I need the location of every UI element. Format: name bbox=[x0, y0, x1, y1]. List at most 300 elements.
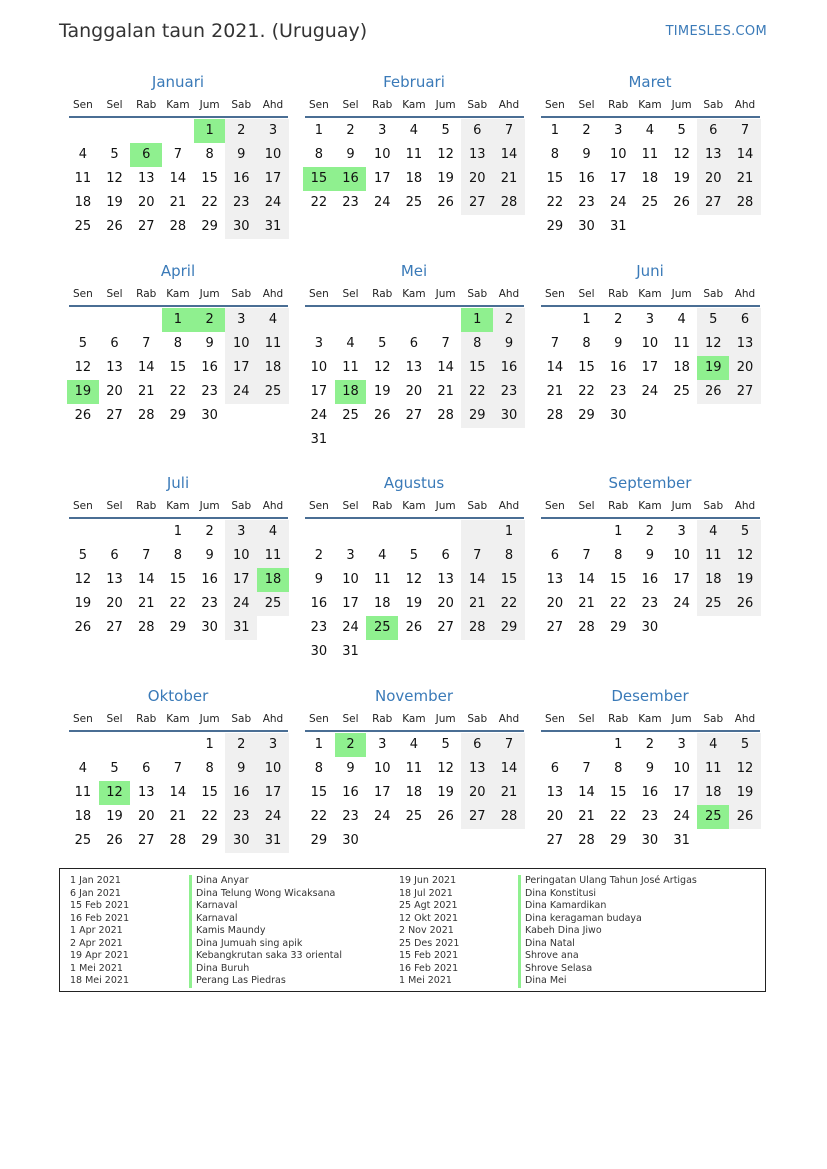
day-cell: 8 bbox=[461, 332, 493, 356]
weekday-label: Jum bbox=[671, 500, 692, 512]
day-cell: 9 bbox=[645, 548, 655, 563]
day-cell: 4 bbox=[78, 147, 87, 162]
month-divider bbox=[541, 116, 760, 118]
holiday-day-cell: 25 bbox=[697, 805, 729, 829]
weekday-label: Kam bbox=[638, 99, 662, 111]
weekday-label: Ahd bbox=[734, 99, 756, 111]
day-cell: 27 bbox=[697, 191, 729, 215]
day-cell: 14 bbox=[546, 360, 564, 375]
weekday-label: Jum bbox=[671, 99, 692, 111]
day-cell: 21 bbox=[578, 596, 595, 611]
day-cell: 17 bbox=[225, 568, 257, 592]
day-cell: 20 bbox=[437, 596, 454, 611]
day-cell: 13 bbox=[546, 572, 564, 587]
legend-holiday-date: 25 Agt 2021 bbox=[399, 900, 458, 911]
empty-cell bbox=[67, 733, 99, 757]
day-cell: 19 bbox=[673, 171, 690, 186]
day-cell: 21 bbox=[137, 596, 155, 611]
day-cell: 20 bbox=[697, 167, 729, 191]
holiday-day-cell: 1 bbox=[194, 119, 226, 143]
day-cell: 29 bbox=[461, 404, 493, 428]
day-cell: 17 bbox=[310, 384, 328, 399]
legend-holiday-date: 25 Des 2021 bbox=[399, 937, 460, 949]
day-cell: 22 bbox=[169, 596, 187, 611]
month-februari bbox=[303, 72, 525, 215]
day-cell: 2 bbox=[205, 524, 214, 539]
day-cell: 4 bbox=[697, 733, 729, 757]
legend-left-dates bbox=[70, 875, 129, 988]
day-cell: 11 bbox=[74, 171, 92, 186]
day-cell: 3 bbox=[378, 123, 387, 138]
day-cell: 13 bbox=[729, 332, 761, 356]
day-grid bbox=[303, 119, 525, 215]
weekday-header bbox=[539, 497, 761, 517]
day-cell: 15 bbox=[169, 360, 187, 375]
weekday-label: Sab bbox=[231, 500, 252, 512]
day-cell: 13 bbox=[106, 572, 123, 587]
day-cell: 6 bbox=[110, 548, 119, 563]
weekday-label: Sel bbox=[578, 713, 595, 725]
day-cell: 3 bbox=[257, 119, 289, 143]
day-cell: 11 bbox=[697, 544, 729, 568]
day-cell: 12 bbox=[697, 332, 729, 356]
day-cell: 3 bbox=[346, 548, 355, 563]
holiday-day-cell: 18 bbox=[335, 380, 367, 404]
legend-holiday-name: Dina Telung Wong Wicaksana bbox=[189, 888, 342, 901]
month-name: April bbox=[160, 262, 196, 280]
day-cell: 26 bbox=[106, 833, 123, 848]
day-cell: 30 bbox=[493, 404, 525, 428]
day-cell: 17 bbox=[257, 167, 289, 191]
weekday-label: Jum bbox=[435, 99, 456, 111]
month-divider bbox=[69, 305, 288, 307]
day-cell: 29 bbox=[609, 620, 627, 635]
day-cell: 30 bbox=[609, 408, 627, 423]
legend-holiday-date: 1 Mei 2021 bbox=[399, 975, 452, 986]
legend-holiday-date: 2 Apr 2021 bbox=[70, 937, 123, 949]
day-grid bbox=[303, 733, 525, 853]
day-cell: 28 bbox=[578, 620, 595, 635]
day-cell: 29 bbox=[201, 219, 218, 234]
day-cell: 12 bbox=[74, 360, 92, 375]
day-cell: 4 bbox=[78, 761, 87, 776]
weekday-label: Ahd bbox=[262, 288, 284, 300]
month-name: Juli bbox=[166, 474, 190, 492]
day-cell: 2 bbox=[346, 123, 355, 138]
day-cell: 25 bbox=[342, 408, 359, 423]
month-divider bbox=[69, 730, 288, 732]
weekday-label: Sel bbox=[106, 500, 123, 512]
day-cell: 16 bbox=[609, 360, 627, 375]
weekday-label: Sen bbox=[544, 500, 565, 512]
weekday-label: Ahd bbox=[262, 500, 284, 512]
month-divider bbox=[541, 305, 760, 307]
legend-holiday-date: 16 Feb 2021 bbox=[70, 912, 130, 924]
day-cell: 24 bbox=[225, 380, 257, 404]
weekday-label: Kam bbox=[166, 288, 190, 300]
day-cell: 11 bbox=[257, 544, 289, 568]
day-grid bbox=[67, 733, 289, 853]
day-cell: 2 bbox=[314, 548, 323, 563]
day-cell: 21 bbox=[137, 384, 155, 399]
legend-holiday-date: 1 Jan 2021 bbox=[70, 875, 121, 886]
day-cell: 10 bbox=[342, 572, 359, 587]
holiday-legend bbox=[59, 868, 766, 992]
day-cell: 13 bbox=[106, 360, 123, 375]
day-cell: 2 bbox=[225, 119, 257, 143]
weekday-label: Kam bbox=[638, 713, 662, 725]
day-cell: 6 bbox=[461, 733, 493, 757]
day-cell: 20 bbox=[546, 809, 564, 824]
day-cell: 10 bbox=[225, 544, 257, 568]
weekday-label: Sen bbox=[308, 99, 329, 111]
day-cell: 22 bbox=[310, 809, 328, 824]
day-cell: 29 bbox=[609, 833, 627, 848]
day-cell: 29 bbox=[169, 620, 187, 635]
weekday-label: Kam bbox=[166, 500, 190, 512]
day-cell: 6 bbox=[142, 761, 151, 776]
day-cell: 13 bbox=[405, 360, 423, 375]
weekday-label: Rab bbox=[136, 500, 157, 512]
day-cell: 3 bbox=[614, 123, 623, 138]
day-cell: 7 bbox=[173, 761, 183, 776]
day-cell: 1 bbox=[173, 524, 183, 539]
day-cell: 28 bbox=[578, 833, 595, 848]
day-cell: 27 bbox=[461, 191, 493, 215]
day-cell: 27 bbox=[546, 620, 564, 635]
day-cell: 29 bbox=[493, 616, 525, 640]
month-name: Februari bbox=[383, 73, 445, 91]
day-cell: 30 bbox=[225, 829, 257, 853]
day-cell: 21 bbox=[493, 781, 525, 805]
weekday-label: Kam bbox=[402, 500, 426, 512]
day-cell: 25 bbox=[697, 592, 729, 616]
weekday-label: Sel bbox=[342, 288, 359, 300]
day-cell: 4 bbox=[697, 520, 729, 544]
legend-holiday-name: Perang Las Piedras bbox=[189, 975, 342, 988]
day-cell: 10 bbox=[673, 548, 690, 563]
day-cell: 23 bbox=[493, 380, 525, 404]
day-cell: 10 bbox=[373, 761, 391, 776]
day-cell: 27 bbox=[405, 408, 423, 423]
day-cell: 10 bbox=[310, 360, 328, 375]
day-cell: 28 bbox=[546, 408, 564, 423]
legend-holiday-date: 19 Jun 2021 bbox=[399, 875, 457, 886]
legend-holiday-date: 2 Nov 2021 bbox=[399, 925, 454, 936]
day-cell: 26 bbox=[74, 408, 92, 423]
day-cell: 14 bbox=[578, 785, 595, 800]
weekday-label: Jum bbox=[199, 288, 220, 300]
day-cell: 2 bbox=[225, 733, 257, 757]
day-cell: 19 bbox=[405, 596, 423, 611]
day-cell: 7 bbox=[582, 761, 591, 776]
day-cell: 3 bbox=[677, 524, 686, 539]
weekday-label: Rab bbox=[608, 288, 629, 300]
weekday-label: Sab bbox=[231, 99, 252, 111]
day-cell: 25 bbox=[641, 195, 659, 210]
day-grid bbox=[303, 520, 525, 664]
day-cell: 3 bbox=[677, 737, 686, 752]
weekday-label: Sab bbox=[467, 500, 488, 512]
month-maret bbox=[539, 72, 761, 239]
day-cell: 24 bbox=[310, 408, 328, 423]
day-cell: 29 bbox=[578, 408, 595, 423]
day-cell: 20 bbox=[106, 384, 123, 399]
weekday-label: Sel bbox=[342, 99, 359, 111]
day-cell: 18 bbox=[405, 171, 423, 186]
weekday-label: Ahd bbox=[262, 99, 284, 111]
day-cell: 7 bbox=[441, 336, 450, 351]
legend-holiday-date: 16 Feb 2021 bbox=[399, 962, 459, 974]
day-cell: 27 bbox=[106, 620, 123, 635]
day-cell: 24 bbox=[373, 809, 391, 824]
weekday-label: Sel bbox=[342, 713, 359, 725]
month-divider bbox=[69, 116, 288, 118]
day-cell: 15 bbox=[578, 360, 595, 375]
day-cell: 11 bbox=[697, 757, 729, 781]
day-cell: 5 bbox=[409, 548, 419, 563]
day-cell: 1 bbox=[493, 520, 525, 544]
day-cell: 15 bbox=[609, 572, 627, 587]
day-cell: 25 bbox=[257, 380, 289, 404]
day-cell: 4 bbox=[378, 548, 387, 563]
day-cell: 7 bbox=[173, 147, 183, 162]
day-cell: 9 bbox=[493, 332, 525, 356]
day-cell: 17 bbox=[342, 596, 359, 611]
day-cell: 8 bbox=[205, 761, 214, 776]
day-cell: 5 bbox=[441, 123, 450, 138]
month-name: Januari bbox=[151, 73, 205, 91]
day-cell: 10 bbox=[257, 143, 289, 167]
month-divider bbox=[305, 517, 524, 519]
weekday-label: Kam bbox=[638, 500, 662, 512]
day-cell: 24 bbox=[342, 620, 359, 635]
legend-holiday-name: Karnaval bbox=[189, 900, 342, 913]
weekday-label: Sab bbox=[467, 713, 488, 725]
legend-holiday-name: Dina Mei bbox=[518, 975, 697, 988]
day-cell: 22 bbox=[169, 384, 187, 399]
empty-cell bbox=[335, 520, 367, 544]
weekday-label: Ahd bbox=[262, 713, 284, 725]
day-cell: 16 bbox=[201, 572, 218, 587]
empty-cell bbox=[99, 733, 131, 757]
day-cell: 7 bbox=[493, 119, 525, 143]
day-cell: 21 bbox=[729, 167, 761, 191]
empty-cell bbox=[99, 119, 131, 143]
empty-cell bbox=[539, 733, 571, 757]
day-cell: 30 bbox=[201, 408, 218, 423]
empty-cell bbox=[130, 520, 162, 544]
weekday-header bbox=[539, 285, 761, 305]
day-cell: 10 bbox=[673, 761, 690, 776]
weekday-label: Sab bbox=[703, 500, 724, 512]
day-cell: 24 bbox=[257, 191, 289, 215]
day-cell: 22 bbox=[493, 592, 525, 616]
empty-cell bbox=[162, 733, 194, 757]
month-name: Oktober bbox=[147, 687, 209, 705]
day-grid bbox=[539, 308, 761, 428]
holiday-day-cell: 18 bbox=[257, 568, 289, 592]
day-cell: 31 bbox=[257, 829, 289, 853]
day-cell: 5 bbox=[110, 761, 119, 776]
legend-holiday-name: Dina Natal bbox=[518, 938, 697, 951]
day-cell: 11 bbox=[405, 761, 423, 776]
day-cell: 24 bbox=[673, 809, 690, 824]
day-cell: 3 bbox=[225, 308, 257, 332]
weekday-label: Jum bbox=[199, 99, 220, 111]
day-cell: 3 bbox=[378, 737, 387, 752]
day-cell: 15 bbox=[201, 785, 218, 800]
legend-holiday-date: 15 Feb 2021 bbox=[399, 950, 459, 961]
day-grid bbox=[67, 119, 289, 239]
day-cell: 22 bbox=[546, 195, 564, 210]
empty-cell bbox=[398, 308, 430, 332]
day-cell: 4 bbox=[257, 308, 289, 332]
brand-logo[interactable]: TIMESLES.COM bbox=[665, 24, 767, 39]
weekday-label: Rab bbox=[608, 713, 629, 725]
day-cell: 13 bbox=[137, 785, 155, 800]
day-cell: 24 bbox=[225, 592, 257, 616]
month-name: November bbox=[374, 687, 454, 705]
day-cell: 2 bbox=[614, 312, 623, 327]
day-cell: 16 bbox=[493, 356, 525, 380]
holiday-day-cell: 12 bbox=[99, 781, 131, 805]
day-cell: 26 bbox=[697, 380, 729, 404]
day-cell: 14 bbox=[169, 171, 187, 186]
weekday-header bbox=[67, 285, 289, 305]
day-cell: 4 bbox=[409, 737, 419, 752]
day-cell: 11 bbox=[257, 332, 289, 356]
day-cell: 18 bbox=[673, 360, 690, 375]
weekday-label: Sel bbox=[578, 288, 595, 300]
holiday-day-cell: 6 bbox=[130, 143, 162, 167]
day-grid bbox=[539, 119, 761, 239]
day-cell: 21 bbox=[546, 384, 564, 399]
legend-holiday-date: 18 Jul 2021 bbox=[399, 887, 453, 899]
day-cell: 10 bbox=[641, 336, 659, 351]
day-cell: 19 bbox=[373, 384, 391, 399]
empty-cell bbox=[430, 308, 462, 332]
day-cell: 26 bbox=[74, 620, 92, 635]
day-cell: 15 bbox=[546, 171, 564, 186]
day-cell: 25 bbox=[74, 219, 92, 234]
day-cell: 9 bbox=[346, 147, 355, 162]
day-cell: 29 bbox=[169, 408, 187, 423]
day-cell: 11 bbox=[373, 572, 391, 587]
day-cell: 19 bbox=[106, 195, 123, 210]
weekday-label: Jum bbox=[671, 288, 692, 300]
day-cell: 22 bbox=[201, 809, 218, 824]
day-cell: 9 bbox=[614, 336, 623, 351]
weekday-label: Sen bbox=[72, 500, 93, 512]
legend-holiday-name: Kebangkrutan saka 33 oriental bbox=[189, 950, 342, 963]
day-cell: 28 bbox=[137, 620, 155, 635]
legend-holiday-name: Dina Konstitusi bbox=[518, 888, 697, 901]
weekday-label: Ahd bbox=[498, 500, 520, 512]
day-cell: 12 bbox=[405, 572, 423, 587]
day-cell: 7 bbox=[142, 336, 151, 351]
month-april bbox=[67, 261, 289, 428]
day-cell: 8 bbox=[550, 147, 559, 162]
day-cell: 24 bbox=[609, 195, 627, 210]
day-cell: 18 bbox=[697, 781, 729, 805]
day-cell: 2 bbox=[645, 737, 655, 752]
day-cell: 20 bbox=[137, 809, 155, 824]
day-cell: 18 bbox=[257, 356, 289, 380]
day-cell: 4 bbox=[645, 123, 655, 138]
day-cell: 6 bbox=[697, 119, 729, 143]
day-cell: 14 bbox=[169, 785, 187, 800]
weekday-label: Sab bbox=[467, 288, 488, 300]
day-cell: 10 bbox=[257, 757, 289, 781]
day-cell: 9 bbox=[645, 761, 655, 776]
day-cell: 8 bbox=[614, 548, 623, 563]
day-cell: 26 bbox=[729, 592, 761, 616]
holiday-day-cell: 2 bbox=[335, 733, 367, 757]
empty-cell bbox=[99, 308, 131, 332]
weekday-label: Sab bbox=[231, 713, 252, 725]
day-grid bbox=[539, 733, 761, 853]
empty-cell bbox=[162, 119, 194, 143]
weekday-label: Sel bbox=[106, 99, 123, 111]
legend-holiday-name: Karnaval bbox=[189, 913, 342, 926]
day-cell: 1 bbox=[550, 123, 559, 138]
holiday-day-cell: 19 bbox=[697, 356, 729, 380]
day-cell: 31 bbox=[225, 616, 257, 640]
weekday-label: Rab bbox=[372, 500, 393, 512]
empty-cell bbox=[539, 308, 571, 332]
empty-cell bbox=[67, 520, 99, 544]
day-cell: 27 bbox=[137, 219, 155, 234]
empty-cell bbox=[366, 308, 398, 332]
day-cell: 23 bbox=[342, 809, 359, 824]
day-cell: 7 bbox=[729, 119, 761, 143]
day-cell: 24 bbox=[257, 805, 289, 829]
month-divider bbox=[541, 517, 760, 519]
day-cell: 11 bbox=[342, 360, 359, 375]
month-agustus bbox=[303, 473, 525, 664]
empty-cell bbox=[335, 308, 367, 332]
day-cell: 9 bbox=[225, 757, 257, 781]
weekday-header bbox=[303, 710, 525, 730]
day-cell: 21 bbox=[437, 384, 454, 399]
day-cell: 25 bbox=[405, 809, 423, 824]
day-cell: 30 bbox=[641, 833, 659, 848]
day-cell: 23 bbox=[310, 620, 328, 635]
day-cell: 20 bbox=[546, 596, 564, 611]
legend-holiday-date: 15 Feb 2021 bbox=[70, 900, 130, 911]
month-oktober bbox=[67, 686, 289, 853]
weekday-label: Sen bbox=[72, 713, 93, 725]
empty-cell bbox=[130, 308, 162, 332]
day-cell: 17 bbox=[609, 171, 627, 186]
day-cell: 28 bbox=[493, 805, 525, 829]
legend-left-names bbox=[189, 875, 342, 988]
legend-holiday-name: Kabeh Dina Jiwo bbox=[518, 925, 697, 938]
day-cell: 6 bbox=[110, 336, 119, 351]
month-name: Maret bbox=[628, 73, 672, 91]
legend-holiday-date: 12 Okt 2021 bbox=[399, 912, 459, 924]
day-cell: 5 bbox=[78, 548, 87, 563]
day-cell: 26 bbox=[106, 219, 123, 234]
empty-cell bbox=[571, 733, 603, 757]
month-divider bbox=[305, 305, 524, 307]
day-cell: 11 bbox=[673, 336, 690, 351]
weekday-label: Jum bbox=[435, 500, 456, 512]
day-cell: 15 bbox=[310, 785, 328, 800]
day-cell: 21 bbox=[578, 809, 595, 824]
day-cell: 26 bbox=[673, 195, 690, 210]
